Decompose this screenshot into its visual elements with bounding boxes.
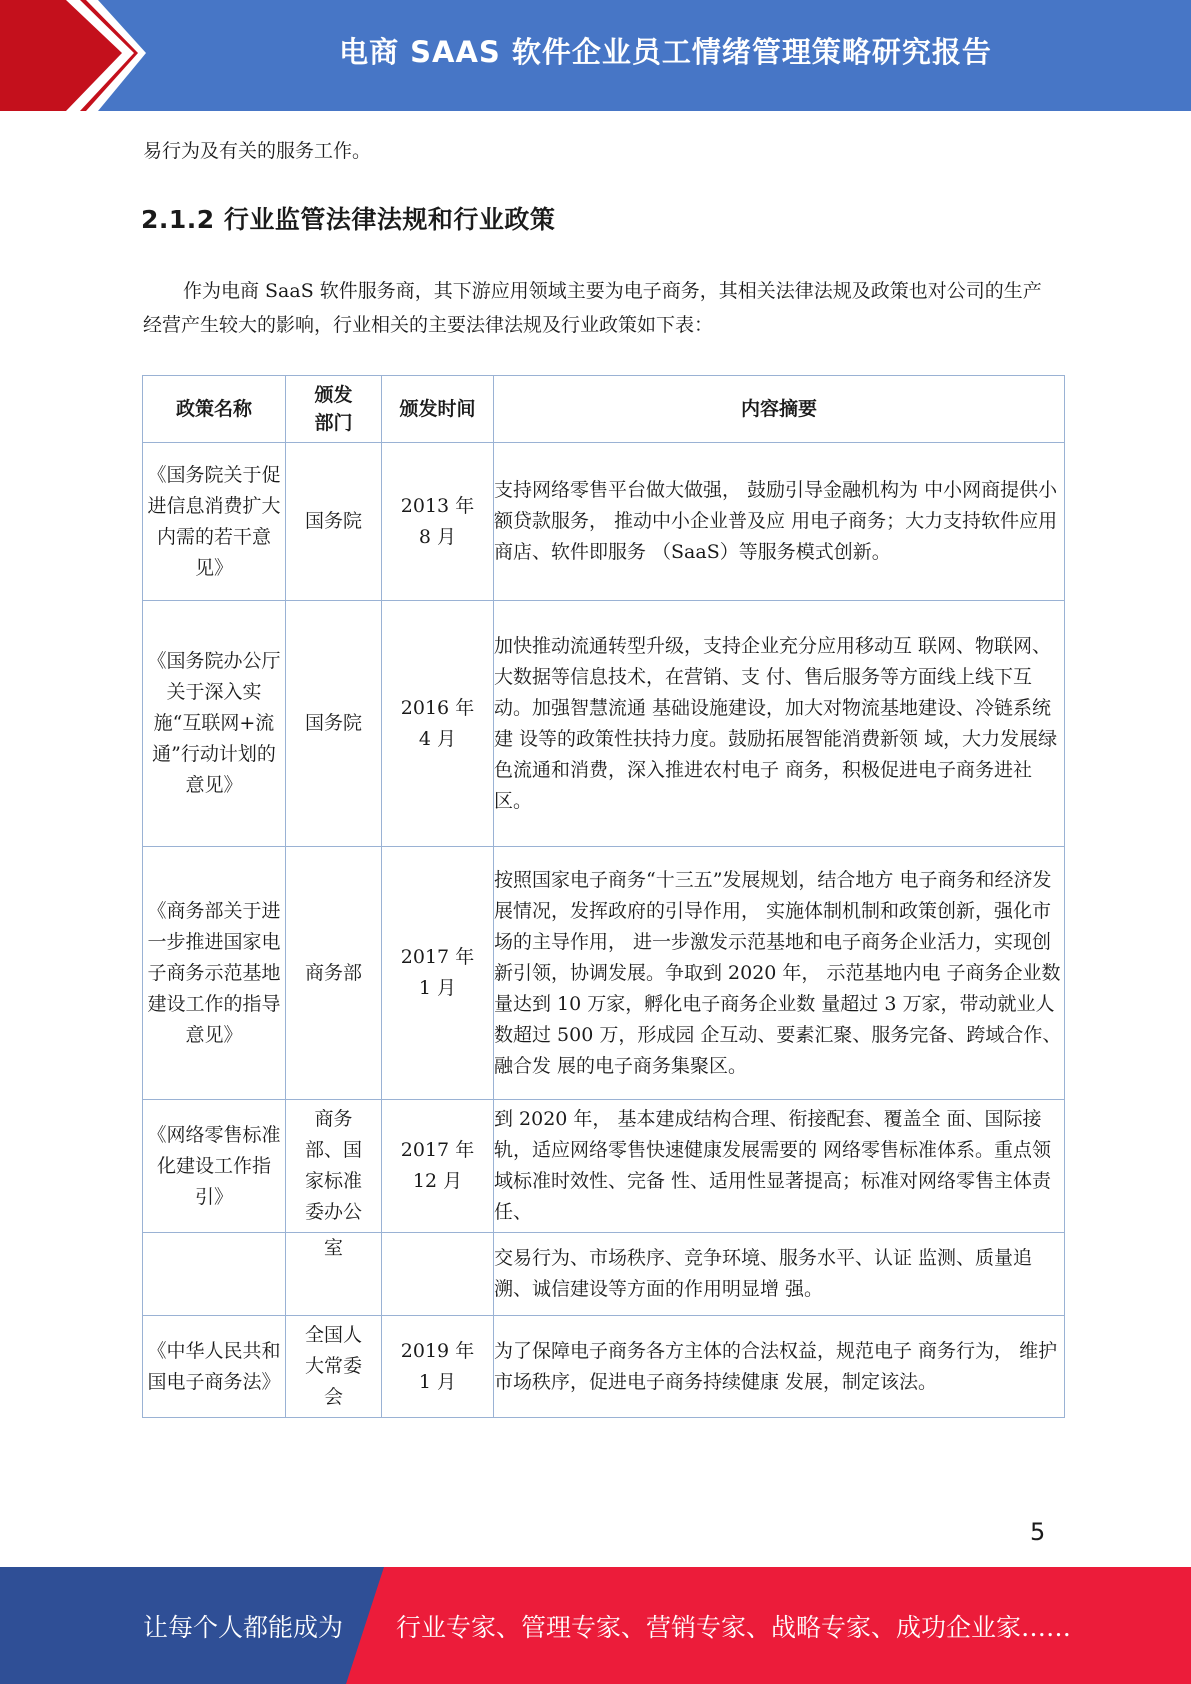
page-number: 5 bbox=[1030, 1518, 1046, 1546]
footer-slogan-right: 行业专家、管理专家、营销专家、战略专家、成功企业家…… bbox=[396, 1612, 1072, 1642]
section-heading: 2.1.2 行业监管法律法规和行业政策 bbox=[141, 205, 556, 234]
header-issuing-dept: 颁发部门 bbox=[286, 376, 382, 443]
issuing-dept: 国务院 bbox=[286, 601, 382, 847]
policy-summary: 交易行为、市场秩序、竞争环境、服务水平、认证 监测、质量追溯、诚信建设等方面的作用明显增 强。 bbox=[494, 1233, 1065, 1316]
policy-name: 《商务部关于进一步推进国家电子商务示范基地建设工作的指导意见》 bbox=[143, 847, 286, 1100]
policy-table bbox=[142, 375, 1065, 1418]
policy-summary: 按照国家电子商务“十三五”发展规划，结合地方 电子商务和经济发展情况，发挥政府的引导作用， 实施体制机制和政策创新，强化市场的主导作用， 进一步激发示范基地和电子商务企业活力，实现创 新引领，协调发展。争取到 2020 年， 示范基地内电 子商务企业数量达到 10 万家，孵化电子商务企业数 量超过 3 万家，带动就业人数超过 500 万，形成园 企互动、要素汇聚、服务完备、跨域合作、融合发 展的电子商务集聚区。 bbox=[494, 847, 1065, 1100]
table-row bbox=[143, 1316, 1065, 1418]
issue-date: 2016 年 4 月 bbox=[382, 601, 494, 847]
table-row bbox=[143, 443, 1065, 601]
page-footer bbox=[0, 1567, 1191, 1684]
policy-summary: 支持网络零售平台做大做强， 鼓励引导金融机构为 中小网商提供小额贷款服务， 推动中小企业普及应 用电子商务；大力支持软件应用商店、软件即服务 （SaaS）等服务模式创新。 bbox=[494, 443, 1065, 601]
intro-paragraph: 作为电商 SaaS 软件服务商，其下游应用领域主要为电子商务，其相关法律法规及政策也对公司的生产经营产生较大的影响，行业相关的主要法律法规及行业政策如下表： bbox=[143, 280, 1042, 336]
header-title: 电商 SAAS 软件企业员工情绪管理策略研究报告 bbox=[339, 34, 992, 69]
table-header-row bbox=[143, 376, 1065, 443]
policy-name: 《中华人民共和国电子商务法》 bbox=[143, 1316, 286, 1418]
issuing-dept: 国务院 bbox=[286, 443, 382, 601]
issue-date: 2013 年 8 月 bbox=[382, 443, 494, 601]
continued-text: 易行为及有关的服务工作。 bbox=[143, 140, 372, 162]
issue-date bbox=[382, 1233, 494, 1316]
footer-slogan-left: 让每个人都能成为 bbox=[143, 1612, 344, 1642]
table-row bbox=[143, 1100, 1065, 1233]
issuing-dept: 商务部 bbox=[286, 847, 382, 1100]
issue-date: 2019 年 1 月 bbox=[382, 1316, 494, 1418]
policy-summary: 为了保障电子商务各方主体的合法权益，规范电子 商务行为， 维护市场秩序，促进电子商务持续健康 发展，制定该法。 bbox=[494, 1316, 1065, 1418]
table-row bbox=[143, 1233, 1065, 1316]
header-issue-date: 颁发时间 bbox=[382, 376, 494, 443]
header-policy-name: 政策名称 bbox=[143, 376, 286, 443]
table-row bbox=[143, 601, 1065, 847]
issuing-dept: 商务部、国家标准委办公 bbox=[286, 1100, 382, 1233]
policy-name: 《国务院关于促进信息消费扩大内需的若干意见》 bbox=[143, 443, 286, 601]
policy-name bbox=[143, 1233, 286, 1316]
policy-name: 《网络零售标准化建设工作指引》 bbox=[143, 1100, 286, 1233]
issue-date: 2017 年 1 月 bbox=[382, 847, 494, 1100]
issuing-dept: 室 bbox=[286, 1233, 382, 1316]
issue-date: 2017 年 12 月 bbox=[382, 1100, 494, 1233]
header-summary: 内容摘要 bbox=[494, 376, 1065, 443]
issuing-dept: 全国人大常委会 bbox=[286, 1316, 382, 1418]
policy-name: 《国务院办公厅关于深入实施“互联网+流通”行动计划的意见》 bbox=[143, 601, 286, 847]
table-row bbox=[143, 847, 1065, 1100]
page-header bbox=[0, 0, 1191, 111]
policy-summary: 到 2020 年， 基本建成结构合理、衔接配套、覆盖全 面、国际接轨，适应网络零售快速健康发展需要的 网络零售标准体系。重点领域标准时效性、完备 性、适用性显著提高；标准对网络零售主体责任、 bbox=[494, 1100, 1065, 1233]
policy-summary: 加快推动流通转型升级，支持企业充分应用移动互 联网、物联网、大数据等信息技术，在营销、支 付、售后服务等方面线上线下互动。加强智慧流通 基础设施建设，加大对物流基地建设、冷链系统建 设等的政策性扶持力度。鼓励拓展智能消费新领 域，大力发展绿色流通和消费，深入推进农村电子 商务，积极促进电子商务进社区。 bbox=[494, 601, 1065, 847]
